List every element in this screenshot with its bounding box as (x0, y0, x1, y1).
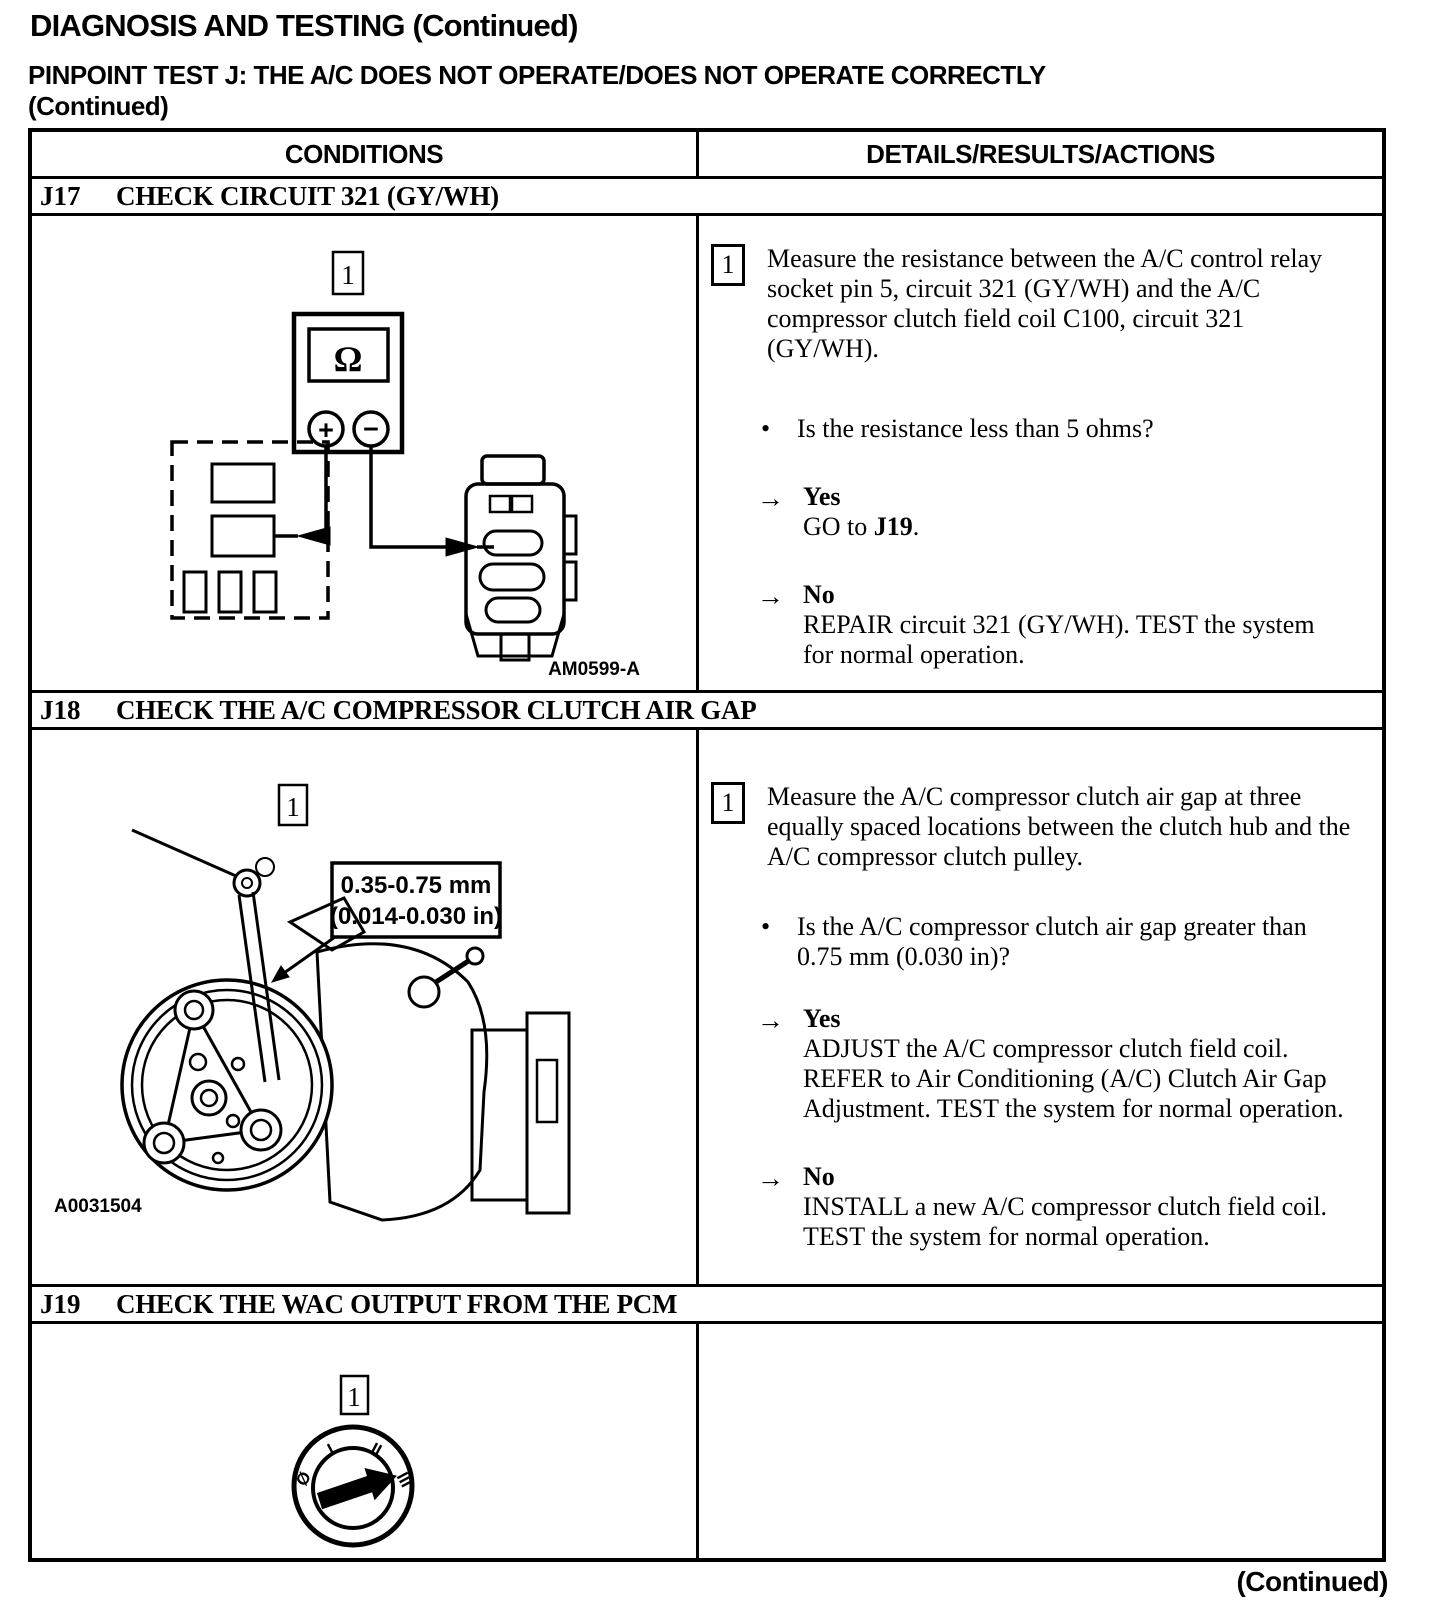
j17-question: • Is the resistance less than 5 ohms? (761, 414, 1154, 443)
details-header: DETAILS/RESULTS/ACTIONS (866, 138, 1215, 169)
ignition-pos-1: I (324, 1440, 338, 1460)
row-content-j17 (32, 216, 1382, 690)
ohm-symbol: Ω (333, 339, 363, 379)
field-coil-connector-icon (466, 456, 576, 660)
arrow-icon: → (757, 1005, 784, 1035)
yes-label: Yes (803, 482, 841, 511)
ignition-pos-off: Ø (292, 1468, 316, 1490)
j18-details-cell (699, 730, 1382, 1284)
pinpoint-test-title (28, 60, 1358, 122)
plus-jack-label: + (318, 415, 334, 445)
step-title-j19: CHECK THE WAC OUTPUT FROM THE PCM (116, 1288, 678, 1319)
bullet-icon: • (761, 414, 771, 443)
gap-spec-mm: 0.35-0.75 mm (340, 872, 492, 899)
step-title-j18: CHECK THE A/C COMPRESSOR CLUTCH AIR GAP (116, 694, 757, 725)
j17-yes-action: GO to J19. (803, 512, 920, 541)
probe-arrow-left-icon (298, 527, 330, 545)
j18-question: • Is the A/C compressor clutch air gap greater than 0.75 mm (0.030 in)? (761, 912, 1307, 971)
step-id-j17: J17 (40, 180, 81, 211)
j18-compressor-figure (32, 730, 699, 1284)
row-content-j18 (32, 730, 1382, 1284)
pinpoint-test-title-line2: (Continued) (28, 91, 169, 121)
j18-instruction: Measure the A/C compressor clutch air gap at three equally spaced locations between the clutch hub and the A/C compressor clutch pulley. (767, 782, 1351, 871)
no-label: No (803, 580, 835, 609)
j18-step-1 (711, 782, 1382, 872)
j17-no-branch (757, 580, 1382, 670)
j19-conditions-cell (32, 1324, 699, 1558)
j18-conditions-cell (32, 730, 699, 1284)
callout-number: 1 (286, 792, 300, 822)
step-number-box: 1 (711, 782, 745, 824)
clutch-pulley-icon (122, 980, 332, 1190)
test-leads (274, 446, 494, 547)
row-header-j17 (32, 176, 1382, 216)
step-number-box: 1 (711, 244, 745, 286)
step-title-j17: CHECK CIRCUIT 321 (GY/WH) (116, 180, 499, 211)
no-label: No (803, 1162, 835, 1191)
j17-yes-branch (757, 482, 1382, 542)
arrow-icon: → (757, 483, 784, 513)
j19-ignition-switch-figure (32, 1324, 699, 1552)
compressor-body-icon (290, 898, 569, 1220)
relay-socket-icon (172, 442, 328, 618)
conditions-header: CONDITIONS (32, 132, 699, 176)
j18-no-action: INSTALL a new A/C compressor clutch field coil. TEST the system for normal operation. (803, 1192, 1328, 1251)
j17-step-1 (711, 244, 1382, 364)
gap-pointer-line (284, 937, 335, 973)
j18-yes-branch (757, 1004, 1382, 1124)
j17-conditions-cell (32, 216, 699, 690)
page-title: DIAGNOSIS AND TESTING (Continued) (30, 8, 578, 43)
j18-yes-action: ADJUST the A/C compressor clutch field coil. REFER to Air Conditioning (A/C) Clutch Air Gap Adjustment. TEST the system for normal operation. (803, 1034, 1344, 1123)
ohmmeter-icon (294, 314, 402, 452)
gap-spec-in: (0.014-0.030 in) (329, 903, 503, 930)
step-id-j19: J19 (40, 1288, 81, 1319)
j17-no-action: REPAIR circuit 321 (GY/WH). TEST the system for normal operation. (803, 610, 1315, 669)
pinpoint-test-title-line1: PINPOINT TEST J: THE A/C DOES NOT OPERATE/DOES NOT OPERATE CORRECTLY (28, 60, 1046, 90)
j18-no-branch (757, 1162, 1382, 1252)
figure-code: A0031504 (54, 1196, 142, 1217)
bullet-icon: • (761, 912, 771, 941)
table-header-row (32, 132, 1382, 176)
arrow-icon: → (757, 581, 784, 611)
callout-number: 1 (341, 260, 355, 290)
yes-label: Yes (803, 1004, 841, 1033)
j17-ohmmeter-figure (32, 216, 699, 690)
callout-number: 1 (347, 1382, 361, 1412)
ignition-pos-2: II (367, 1438, 385, 1461)
minus-jack-label: − (363, 414, 379, 444)
pinpoint-test-table (28, 128, 1386, 1562)
key-position-arrow-icon (318, 1469, 396, 1509)
step-id-j18: J18 (40, 694, 81, 725)
gap-pointer-arrow-icon (272, 966, 289, 982)
figure-code: AM0599-A (548, 659, 640, 680)
j17-details-cell (699, 216, 1382, 690)
row-header-j19 (32, 1284, 1382, 1324)
probe-arrow-right-icon (446, 538, 478, 556)
j17-instruction: Measure the resistance between the A/C control relay socket pin 5, circuit 321 (GY/WH) and the A/C compressor clutch field coil C100, circuit 321 (GY/WH). (767, 244, 1323, 363)
row-header-j18 (32, 690, 1382, 730)
continued-footer: (Continued) (1236, 1566, 1388, 1597)
j19-details-cell (699, 1324, 1382, 1558)
ignition-pos-3: III (392, 1469, 417, 1491)
row-content-j19 (32, 1324, 1382, 1558)
arrow-icon: → (757, 1163, 784, 1193)
